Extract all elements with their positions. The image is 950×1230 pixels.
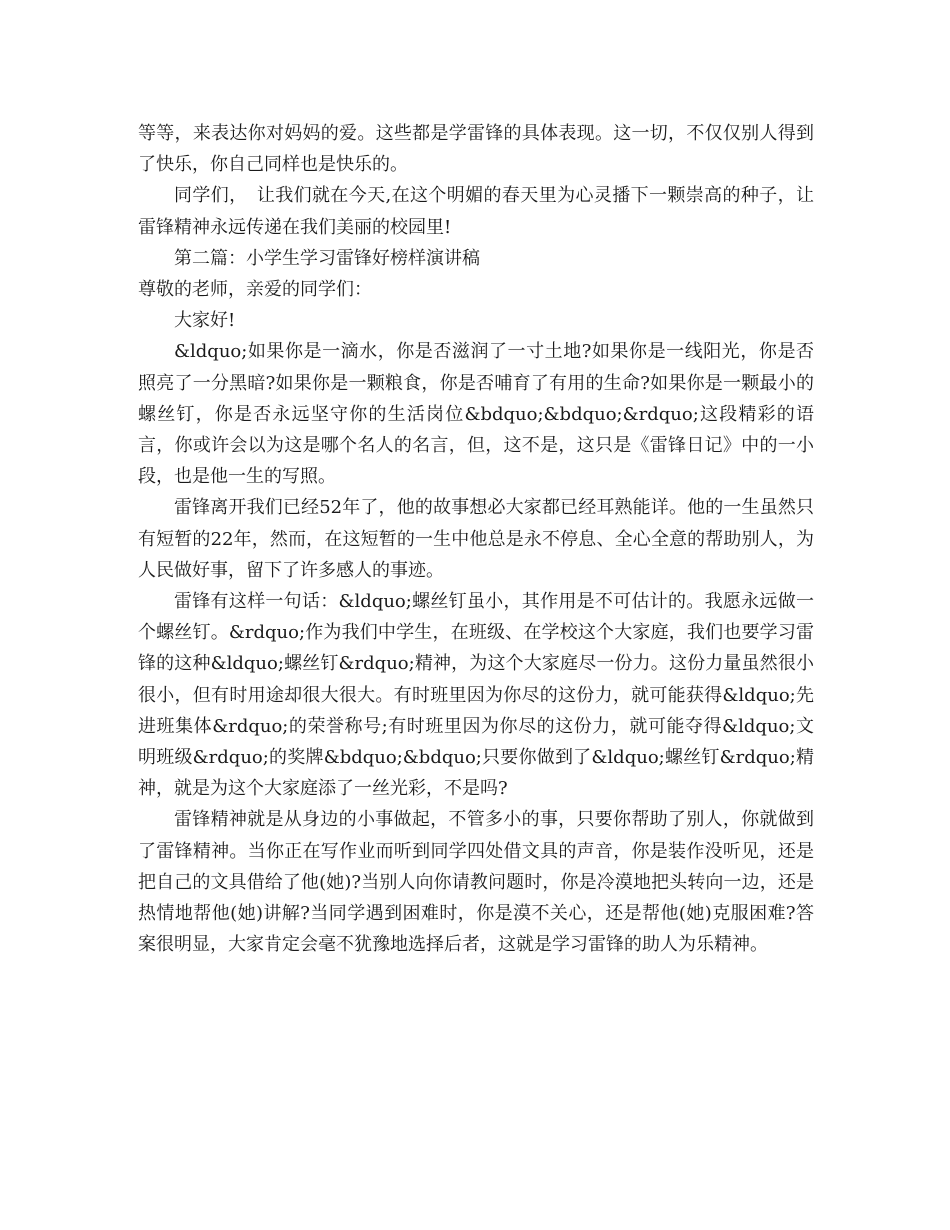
paragraph-2: 同学们， 让我们就在今天,在这个明媚的春天里为心灵播下一颗崇高的种子，让雷锋精神永远传递在我们美丽的校园里! — [138, 185, 814, 238]
greeting: 大家好! — [174, 310, 236, 332]
paragraph-leifeng-life: 雷锋离开我们已经52年了，他的故事想必大家都已经耳熟能详。他的一生虽然只有短暂的22年，然而，在这短暂的一生中他总是永不停息、全心全意的帮助别人，为人民做好事，留下了许多感人的事迹。 — [138, 497, 814, 581]
paragraph-1: 等等，来表达你对妈妈的爱。这些都是学雷锋的具体表现。这一切，不仅仅别人得到了快乐，你自己同样也是快乐的。 — [138, 123, 814, 176]
section-heading: 第二篇：小学生学习雷锋好榜样演讲稿 — [174, 247, 480, 269]
document-body — [138, 118, 814, 960]
paragraph-quote-diary: &ldquo;如果你是一滴水，你是否滋润了一寸土地?如果你是一线阳光，你是否照亮了一分黑暗?如果你是一颗粮食，你是否哺育了有用的生命?如果你是一颗最小的螺丝钉，你是否永远坚守你的生活岗位&bdquo;&bdquo;&rdquo;这段精彩的语言，你或许会以为这是哪个名人的名言，但，这不是，这只是《雷锋日记》中的一小段，也是他一生的写照。 — [138, 341, 814, 488]
salutation: 尊敬的老师，亲爱的同学们： — [138, 279, 372, 301]
paragraph-screw-spirit: 雷锋有这样一句话：&ldquo;螺丝钉虽小，其作用是不可估计的。我愿永远做一个螺丝钉。&rdquo;作为我们中学生，在班级、在学校这个大家庭，我们也要学习雷锋的这种&ldquo;螺丝钉&rdquo;精神，为这个大家庭尽一份力。这份力量虽然很小很小，但有时用途却很大很大。有时班里因为你尽的这份力，就可能获得&ldquo;先进班集体&rdquo;的荣誉称号;有时班里因为你尽的这份力，就可能夺得&ldquo;文明班级&rdquo;的奖牌&bdquo;&bdquo;只要你做到了&ldquo;螺丝钉&rdquo;精神，就是为这个大家庭添了一丝光彩，不是吗? — [138, 591, 814, 800]
paragraph-small-things: 雷锋精神就是从身边的小事做起，不管多小的事，只要你帮助了别人，你就做到了雷锋精神。当你正在写作业而听到同学四处借文具的声音，你是装作没听见，还是把自己的文具借给了他(她)?当别人向你请教问题时，你是冷漠地把头转向一边，还是热情地帮他(她)讲解?当同学遇到困难时，你是漠不关心，还是帮他(她)克服困难?答案很明显，大家肯定会毫不犹豫地选择后者，这就是学习雷锋的助人为乐精神。 — [138, 809, 814, 956]
